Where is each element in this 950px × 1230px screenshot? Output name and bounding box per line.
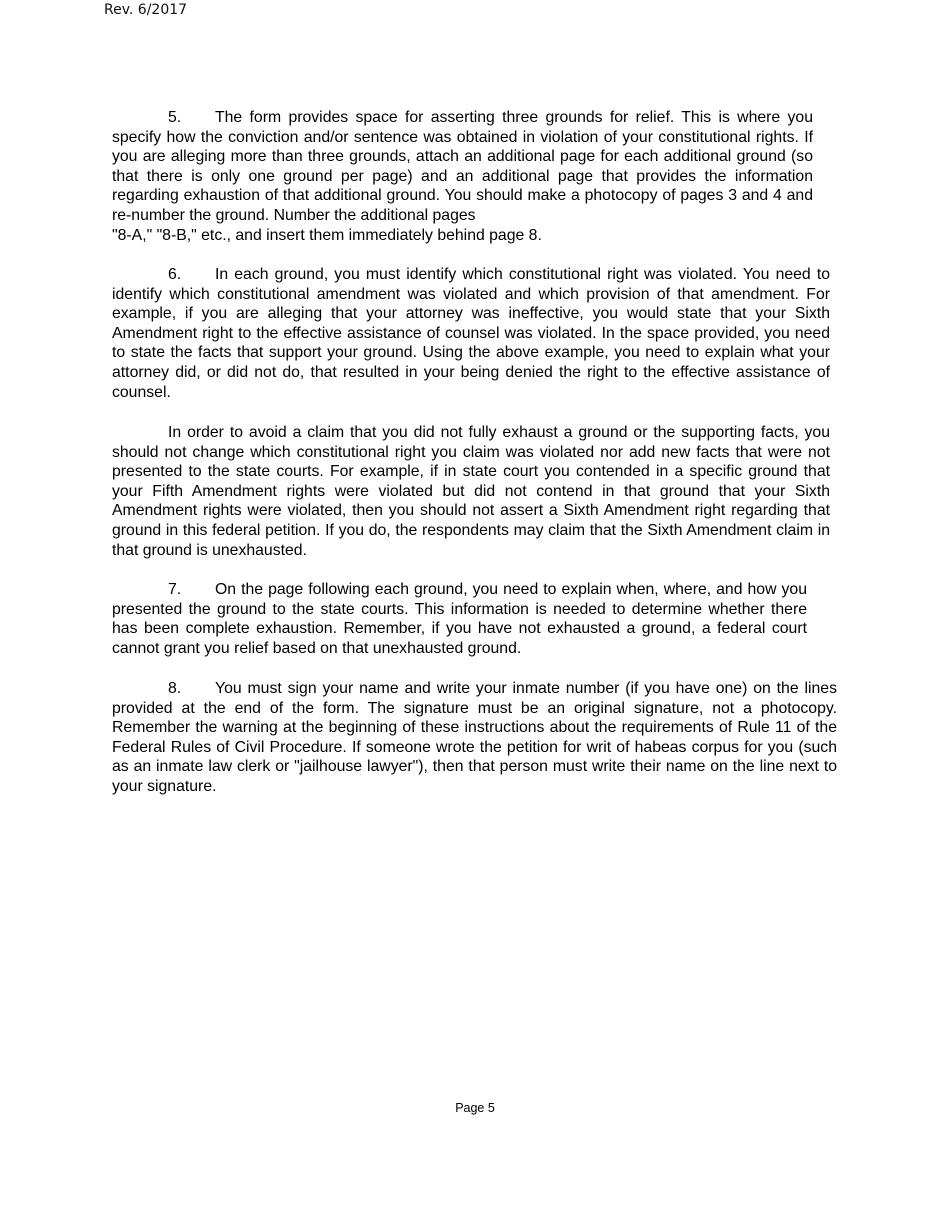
paragraph-number: 7. <box>168 581 182 598</box>
paragraph-number: 8. <box>168 680 182 697</box>
paragraph-8 <box>112 679 837 797</box>
paragraph-7 <box>112 580 807 658</box>
paragraph-last-line: "8-A," "8-B," etc., and insert them immediately behind page 8. <box>112 226 542 244</box>
paragraph-number: 5. <box>168 109 182 126</box>
paragraph-text: On the page following each ground, you need to explain when, where, and how you presented the ground to the state courts. This information is needed to determine whether there has been complete exhaustion. Remember, if you have not exhausted a ground, a federal court cannot grant you relief based on that unexhausted ground. <box>112 581 807 657</box>
paragraph-6-continued <box>112 423 830 560</box>
paragraph-text: In order to avoid a claim that you did not fully exhaust a ground or the supporting facts, you should not change which constitutional right you claim was violated nor add new facts that were not presented to the state courts. For example, if in state court you contended in a specific ground that your Fifth Amendment rights were violated but did not contend in that ground that your Sixth Amendment rights were violated, then you should not assert a Sixth Amendment right regarding that ground in this federal petition. If you do, the respondents may claim that the Sixth Amendment claim in that ground is unexhausted. <box>112 424 830 559</box>
page-number: Page 5 <box>455 1101 495 1115</box>
revision-date: Rev. 6/2017 <box>104 2 188 18</box>
paragraph-text: In each ground, you must identify which constitutional right was violated. You need to identify which constitutional amendment was violated and which provision of that amendment. For example, if you are alleging that your attorney was ineffective, you would state that your Sixth Amendment right to the effective assistance of counsel was violated. In the space provided, you need to state the facts that support your ground. Using the above example, you need to explain what your attorney did, or did not do, that resulted in your being denied the right to the effective assistance of counsel. <box>112 266 830 401</box>
paragraph-text: You must sign your name and write your inmate number (if you have one) on the lines provided at the end of the form. The signature must be an original signature, not a photocopy. Remember the warning at the beginning of these instructions about the requirements of Rule 11 of the Federal Rules of Civil Procedure. If someone wrote the petition for writ of habeas corpus for you (such as an inmate law clerk or "jailhouse lawyer"), then that person must write their name on the line next to your signature. <box>112 680 837 795</box>
paragraph-6 <box>112 265 830 402</box>
paragraph-5 <box>112 108 813 245</box>
paragraph-text: The form provides space for asserting three grounds for relief. This is where you specify how the conviction and/or sentence was obtained in violation of your constitutional rights. If you are alleging more than three grounds, attach an additional page for each additional ground (so that there is only one ground per page) and an additional page that provides the information regarding exhaustion of that additional ground. You should make a photocopy of pages 3 and 4 and re-number the ground. Number the additional pages <box>112 109 813 224</box>
paragraph-number: 6. <box>168 266 182 283</box>
